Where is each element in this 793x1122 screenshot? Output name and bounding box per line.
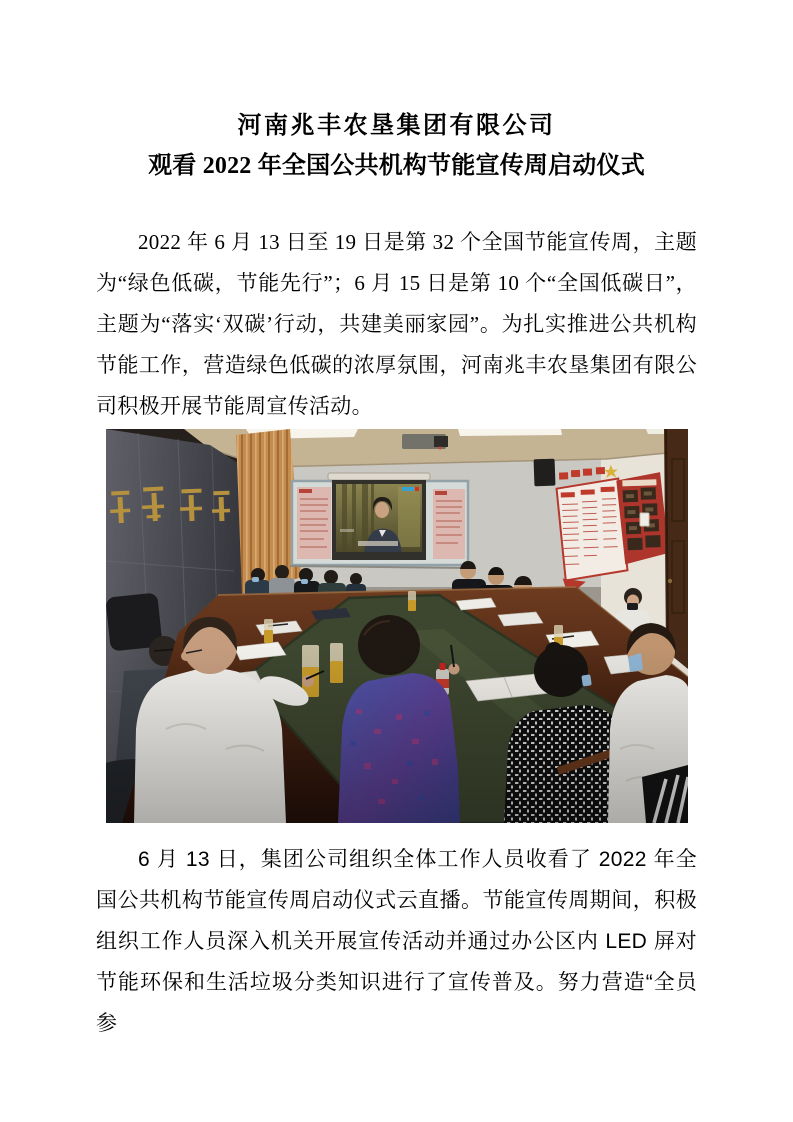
paragraph-intro: 2022 年 6 月 13 日至 19 日是第 32 个全国节能宣传周，主题为“绿色低碳，节能先行”；6 月 15 日是第 10 个“全国低碳日”，主题为“落实‘双碳’行动，共建美丽家园”。为扎实推进公共机构节能工作，营造绿色低碳的浓厚氛围，河南兆丰农垦集团有限公司积极开展节能周宣传活动。	[96, 230, 697, 418]
title-line-2: 观看 2022 年全国公共机构节能宣传周启动仪式	[148, 153, 645, 179]
photo-vignette	[106, 429, 688, 823]
paragraph-activity: 6 月 13 日，集团公司组织全体工作人员收看了 2022 年全国公共机构节能宣传周启动仪式云直播。节能宣传周期间，积极组织工作人员深入机关开展宣传活动并通过办公区内 LED 屏对节能环保和生活垃圾分类知识进行了宣传普及。努力营造“全员参	[96, 848, 697, 1035]
document-title	[96, 106, 697, 186]
title-line-1: 河南兆丰农垦集团有限公司	[237, 113, 556, 139]
meeting-room-scene	[106, 429, 688, 823]
meeting-photo	[106, 429, 688, 823]
